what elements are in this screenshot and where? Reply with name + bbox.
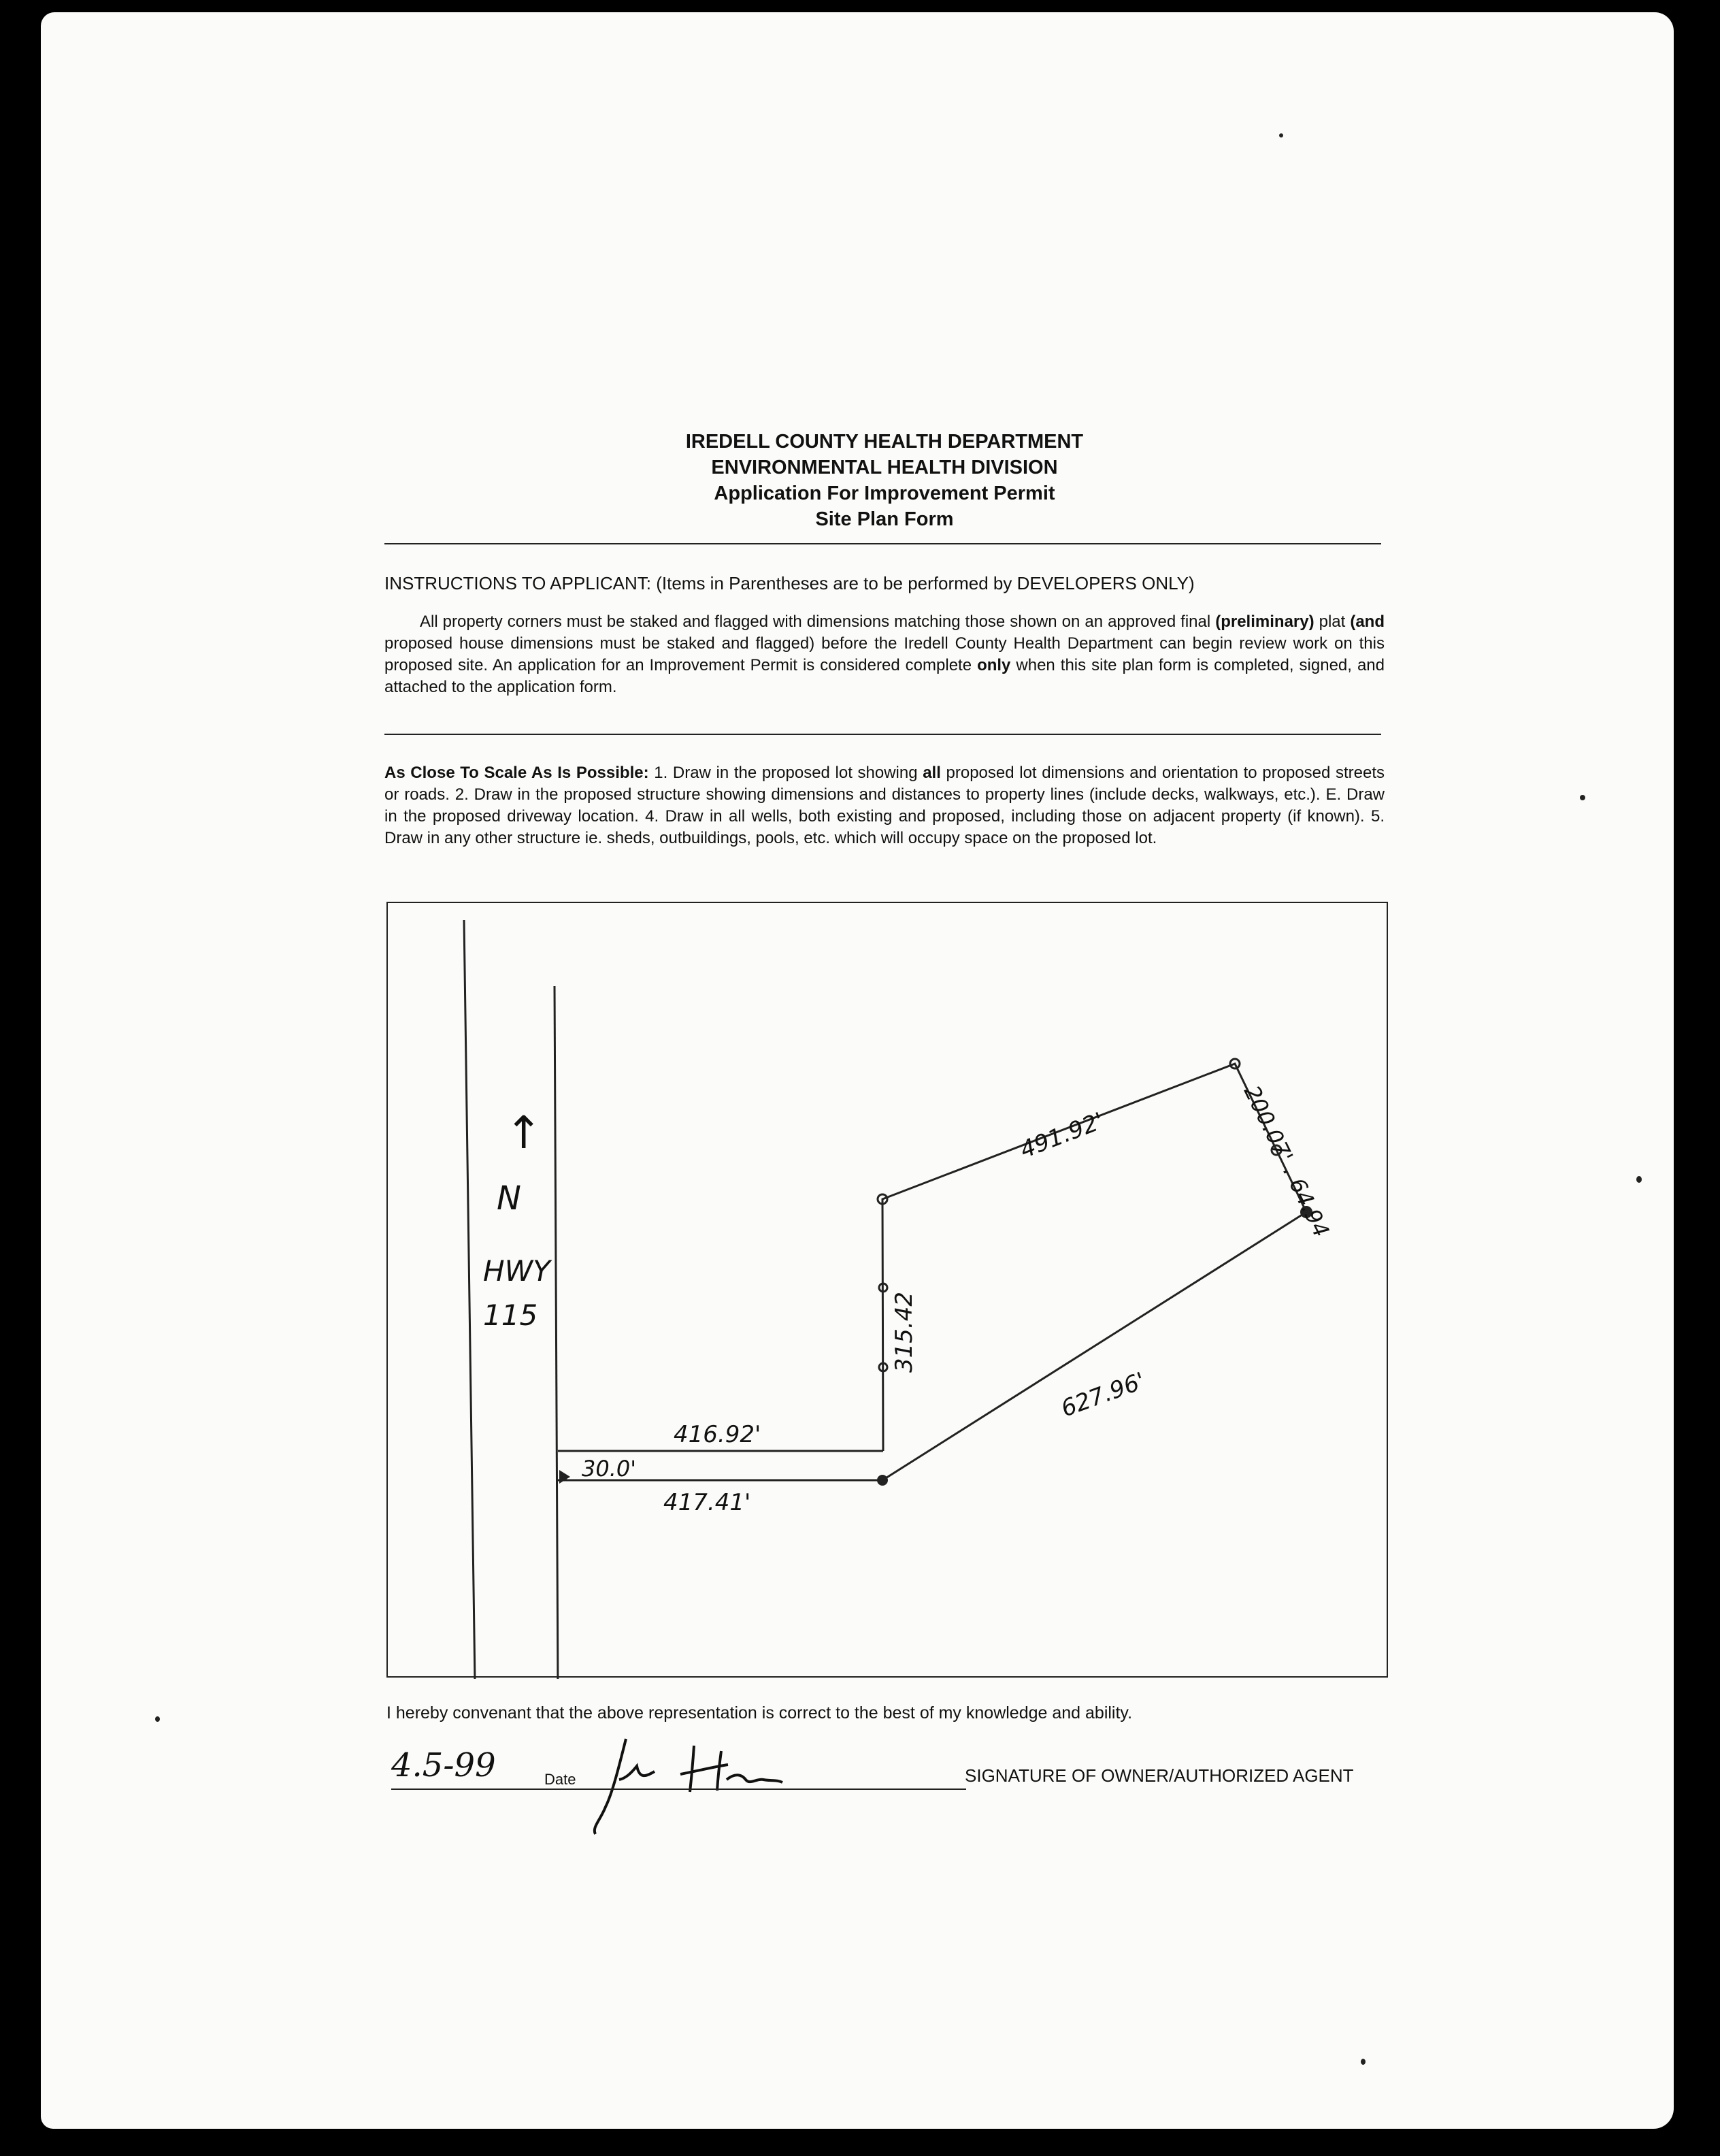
scan-speck — [1580, 795, 1585, 800]
road-name-line1: HWY — [483, 1254, 550, 1288]
corner-marker — [877, 1475, 888, 1486]
dim-east-side: 200.07' . 64.94 — [1238, 1081, 1335, 1241]
dim-south-side: 627.96' — [1057, 1367, 1149, 1423]
signature-line — [391, 1788, 966, 1790]
site-plan-box — [386, 902, 1388, 1678]
north-label: N — [497, 1179, 521, 1218]
instructions-paragraph: All property corners must be staked and flagged with dimensions matching those shown on an approved final (preliminary) plat (and proposed house dimensions must be staked and flagged) before the Iredell County Health Department can begin review work on this proposed site. An application for an Improvement Permit is considered complete only when this site plan form is completed, signed, and attached to the application form. — [384, 612, 1385, 696]
scan-speck — [155, 1716, 160, 1722]
dim-bottom-access: 417.41' — [663, 1489, 751, 1516]
header-division: ENVIRONMENTAL HEALTH DIVISION — [711, 457, 1058, 478]
signature-label: SIGNATURE OF OWNER/AUTHORIZED AGENT — [965, 1765, 1354, 1786]
scan-speck — [1279, 133, 1283, 137]
road-name-line2: 115 — [483, 1298, 538, 1332]
header-form-title: Site Plan Form — [815, 508, 954, 530]
divider-top — [384, 543, 1381, 544]
road-east-edge — [555, 986, 558, 1679]
road-west-edge — [464, 920, 475, 1679]
owner-signature — [578, 1725, 810, 1841]
header-application: Application For Improvement Permit — [714, 483, 1055, 504]
dim-north-side: 491.92' — [1016, 1107, 1108, 1164]
date-label: Date — [544, 1771, 576, 1788]
scale-instructions: As Close To Scale As Is Possible: 1. Draw in the proposed lot showing all proposed lot dimensions and orientation to proposed streets or roads. 2. Draw in the proposed structure showing dimensions and distances to property lines (include decks, walkways, etc.). E. Draw in the proposed driveway location. 4. Draw in all wells, both existing and proposed, including those on adjacent property (if known). 5. Draw in any other structure ie. sheds, outbuildings, pools, etc. which will occupy space on the proposed lot. — [384, 764, 1385, 847]
dim-access-width: 30.0' — [582, 1456, 637, 1482]
access-arrowhead — [559, 1470, 570, 1484]
date-value: 4.5-99 — [391, 1746, 496, 1784]
scan-speck — [1636, 1176, 1642, 1183]
dim-top-access: 416.92' — [674, 1421, 761, 1448]
dim-west-side: 315.42 — [891, 1292, 918, 1373]
divider-middle — [384, 734, 1381, 735]
instructions-title: INSTRUCTIONS TO APPLICANT: (Items in Parentheses are to be performed by DEVELOPERS ONLY) — [384, 573, 1195, 593]
certification-statement: I hereby convenant that the above representation is correct to the best of my knowledge and ability. — [386, 1703, 1133, 1722]
header-department: IREDELL COUNTY HEALTH DEPARTMENT — [685, 431, 1084, 453]
site-plan-drawing — [388, 903, 1389, 1679]
north-arrow: ↑ — [505, 1107, 543, 1159]
scan-speck — [1361, 2059, 1366, 2065]
